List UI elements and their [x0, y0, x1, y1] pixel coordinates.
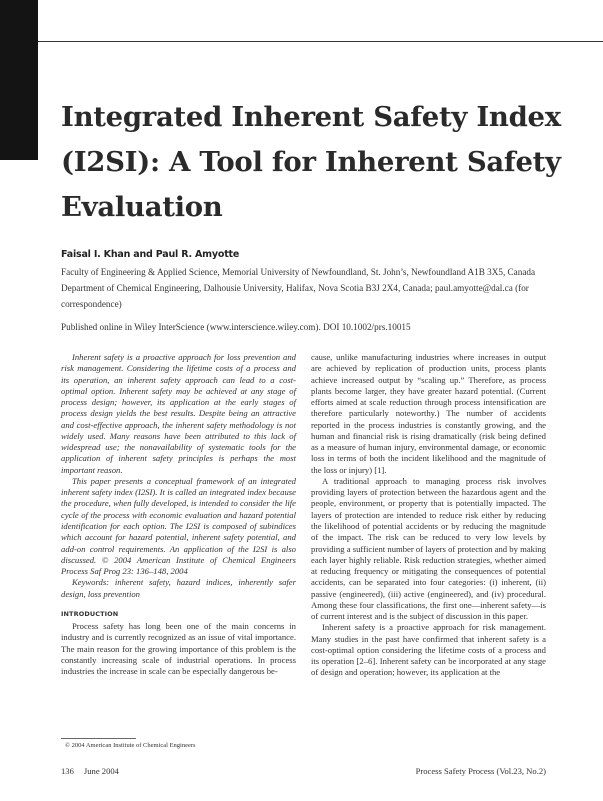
issue-date: June 2004 — [83, 766, 119, 776]
corner-black-bar — [0, 0, 38, 160]
body-paragraph: A traditional approach to managing process risk involves providing layers of protection between the hazardous agent and the people, environment, or property that is potentially impacted. The layers of protection are intended to reduce risk either by reducing the likelihood of potential accidents or by reducing the magnitude of the impact. The risk can be reduced to very low levels by providing a sufficient number of layers of protection and by making each layer highly reliable. Risk reduction strategies, whether aimed at reducing frequency or mitigating the consequences of potential accidents, can be separated into four categories: (i) inherent, (ii) passive (engineered), (iii) active (engineered), and (iv) procedural. Among these four classifications, the first one—inherent safety—is of current interest and is the subject of discussion in this paper. — [311, 475, 546, 622]
affiliation-1: Faculty of Engineering & Applied Science, Memorial University of Newfoundland, St. John’s, Newfoundland A1B 3X5, Canada — [61, 267, 536, 277]
title-line: (I2SI): A Tool for Inherent Safety — [61, 146, 561, 178]
keywords: Keywords: inherent safety, hazard indices, inherently safer design, loss prevention — [61, 577, 296, 599]
body-paragraph: cause, unlike manufacturing industries where increases in output are achieved by replication of production units, process plants achieve increased output by “scaling up.” Therefore, as process plants become larger, they have greater hazard potential. (Current efforts aimed at scale reduction through process intensification are therefore particularly noteworthy.) The number of accidents reported in the process industries is constantly growing, and the human and financial risk is rising dramatically (risk being defined as a measure of human injury, environmental damage, or economic loss in terms of both the incident likelihood and the magnitude of the loss or injury) [1]. — [311, 352, 546, 475]
title-line: Evaluation — [61, 191, 223, 223]
title-line: Integrated Inherent Safety Index — [61, 101, 561, 133]
copyright-footnote: © 2004 American Institute of Chemical Engineers — [65, 742, 196, 749]
publication-info: Published online in Wiley InterScience (www.interscience.wiley.com). DOI 10.1002/prs.10015 — [61, 322, 411, 332]
body-paragraph: Process safety has long been one of the main concerns in industry and is currently recognized as an issue of vital importance. The main reason for the growing importance of this problem is the constantly increasing scale of industrial operations. In process industries the increase in scale can be especially dangerous be- — [61, 621, 296, 677]
journal-name: Process Safety Process (Vol.23, No.2) — [415, 766, 546, 776]
abstract — [61, 352, 296, 600]
left-column — [61, 352, 296, 677]
footnote-rule — [61, 738, 136, 739]
affiliation-2: Department of Chemical Engineering, Dalhousie University, Halifax, Nova Scotia B3J 2X4, Canada; paul.amyotte@dal.ca (for correspondence) — [61, 283, 529, 309]
paper-title — [61, 95, 571, 230]
top-rule — [38, 41, 603, 42]
page-number: 136 — [61, 766, 74, 776]
authors: Faisal I. Khan and Paul R. Amyotte — [61, 249, 240, 260]
affiliations — [61, 264, 561, 312]
right-column — [311, 352, 546, 679]
page-footer-left — [61, 766, 119, 776]
abstract-paragraph: Inherent safety is a proactive approach for loss prevention and risk management. Considering the lifetime costs of a process and its operation, an inherent safety approach can lead to a cost-optimal option. Inherent safety may be achieved at any stage of process design; however, its application at the early stages of process design yields the best results. Despite being an attractive and cost-effective approach, the inherent safety methodology is not widely used. Many reasons have been attributed to this lack of widespread use; the nonavailability of systematic tools for the application of inherent safety principles is perhaps the most important reason. — [61, 352, 296, 475]
abstract-paragraph: This paper presents a conceptual framework of an integrated inherent safety index (I2SI). It is called an integrated index because the procedure, when fully developed, is intended to consider the life cycle of the process with economic evaluation and hazard potential identification for each option. The I2SI is composed of subindices which account for hazard potential, inherent safety potential, and add-on control requirements. An application of the I2SI is also discussed. © 2004 American Institute of Chemical Engineers Process Saf Prog 23: 136–148, 2004 — [61, 475, 296, 577]
section-heading-introduction: INTRODUCTION — [61, 609, 119, 618]
body-paragraph: Inherent safety is a proactive approach for risk management. Many studies in the past have confirmed that inherent safety is a cost-optimal option considering the lifetime costs of a process and its operation [2–6]. Inherent safety can be incorporated at any stage of design and operation; however, its application at the — [311, 622, 546, 678]
